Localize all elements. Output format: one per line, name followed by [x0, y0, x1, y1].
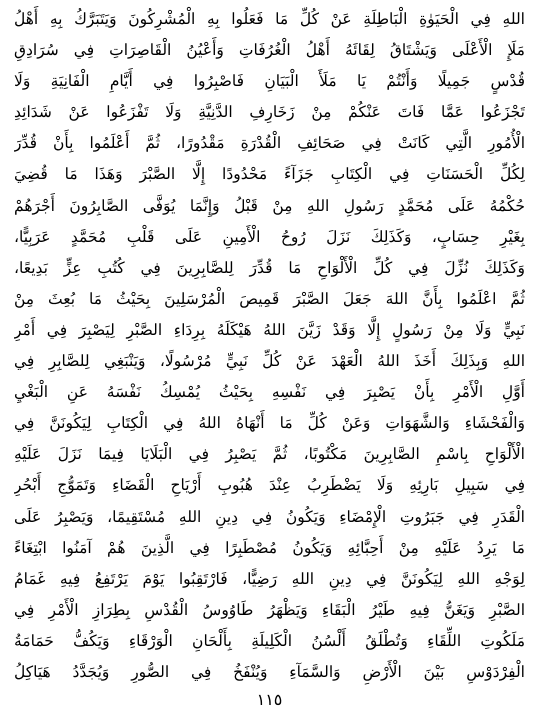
text-line: وَالْفَحْشَاءِ وَالشَّهَوَاتِ وَعَنْ كُلِّ مَا أَنْهَاهُ اللهُ فِي الْكِتَابِ لِيَكُونَنَّ فِي — [14, 414, 525, 433]
text-line: الْفِرْدَوْسِ بَيْنَ الْأَرْضِ وَالسَّمَآءِ وَيُنْفَخُ فِي الصُّورِ وَيُجَدَّدُ هَيَاكِلُ — [14, 662, 525, 681]
text-line: حُكْمُهُ عَلَى مُحَمَّدٍ رَسُولِ اللهِ مِنْ قَبْلُ وَإِنَّمَا يُوَفَّى الصَّابِرُونَ أَجْرَهُمْ — [14, 196, 525, 215]
text-line: أَوَّلِ الْأَمْرِ بِأَنْ يَصْبِرَ فِي نَفْسِهِ بِحَيْثُ يُمْسِكُ نَفْسَهُ عَنِ الْبَغْيِ — [14, 383, 525, 402]
text-line: الْأُمُورِ الَّتِي كَانَتْ فِي صَحَائِفِ الْقُدْرَةِ مَقْدُورًا، ثُمَّ أَعْلَمُوا بِأَنْ قُدِّرَ — [14, 134, 525, 153]
text-line: ثُمَّ اعْلَمُوا بِأَنَّ اللهَ جَعَلَ الصَّبْرَ قَمِيصَ الْمُرْسَلِينَ بِحَيْثُ مَا بُعِثَ مِنْ — [14, 289, 525, 308]
text-line: لِوَجْهِ اللهِ لِيَكُونَنَّ فِي دِينِ اللهِ رَضِيًّا، فَارْتَقِبُوا يَوْمَ يَرْتَفِعُ فِيهِ غَمَامُ — [14, 569, 525, 588]
page-number: ١١٥ — [256, 690, 283, 709]
text-line: الصَّبْرِ وَيَغَنُّ فِيهِ طَيْرُ الْبَقَاءِ وَيَظْهَرُ طَاوُوسُ الْقُدْسِ بِطِرَازِ الْأَمْرِ فِي — [14, 600, 525, 619]
text-line: مَلَكُوتِ اللِّقَاءِ وَتُطْلَقُ أَلْسُنُ الْكَلِيلَةِ بِأَلْحَانِ الْوَرْقَاءِ وَيَكُفُّ حَمَامَةُ — [14, 631, 525, 650]
text-line: الْقَدَرِ فِي جَبَرُوتِ الْإِمْضَاءِ وَيَكُونُ فِي دِينِ اللهِ مُسْتَقِيمًا، وَيَصْبِرُ عَلَى — [14, 507, 525, 526]
text-line: مَا يَرِدُ عَلَيْهِ مِنْ أَحِبَّائِهِ وَيَكُونُ مُصْطَبِرًا فِي الَّذِينَ هُمْ آمَنُوا ابْتِغَاءً — [14, 538, 525, 557]
text-line: اللهِ فِي الْحَيَوٰةِ الْبَاطِلَةِ عَنْ كُلِّ مَا فَعَلُوا بِهِ الْمُشْرِكُونَ وَيَتَبَرَّكُ بِهِ أَهْلُ — [14, 10, 525, 28]
text-line: قُدْسٍ جَمِيلًا وَأَنْتُمْ يَا مَلَأَ الْبَيَانِ فَاصْبِرُوا فِي أَيَّامِ الْفَانِيَةِ وَلَا — [14, 72, 525, 91]
text-line: لِكُلِّ الْحَسَنَاتِ فِي الْكِتَابِ جَزَآءً مَحْدُودًا إِلَّا الصَّبْرَ وَهَذَا مَا قُضِيَ — [14, 165, 525, 184]
text-line: وَكَذَلِكَ نُزِّلَ فِي كُلِّ الْأَلْوَاحِ مَا قُدِّرَ لِلصَّابِرِينَ فِي كُتُبِ عِزٍّ بَدِيعًا، — [14, 258, 525, 277]
text-line: الْأَلْوَاحِ بِاسْمِ الصَّابِرِينَ مَكْتُوبًا، ثُمَّ يَصْبِرُ فِي الْبَلَايَا فِيمَا نَزَلَ عَلَيْهِ — [14, 445, 525, 464]
text-line: نَبِيٍّ وَلَا مِنْ رَسُولٍ إِلَّا وَقَدْ زَيَّنَ اللهُ هَيْكَلَهُ بِرِدَاءِ الصَّبْرِ لِيَصْبِرَ فِي أَمْرِ — [14, 320, 525, 339]
text-block — [14, 4, 525, 688]
text-line: مَلَإِ الْأَعْلَى وَيَشْتَاقُ لِقَائَهُ أَهْلُ الْغُرُفَاتِ وَأَعْيُنُ الْقَاصِرَاتِ فِي سُرَادِقِ — [14, 41, 525, 60]
text-line: فِي سَبِيلِ بَارِئِهِ وَلَا يَضْطَرِبُ عِنْدَ هُبُوبِ أَرْيَاحِ الْقَضَاءِ وَتَمَوُّجِ أَبْحُرِ — [14, 476, 525, 495]
text-line: بِغَيْرِ حِسَابٍ، وَكَذَلِكَ نَزَلَ رُوحُ الْأَمِينِ عَلَى قَلْبِ مُحَمَّدٍ عَرَبِيًّا، — [14, 227, 525, 246]
text-line: تَجْزَعُوا عَمَّا فَاتَ عَنْكُمْ مِنْ زَخَارِفِ الدَّنِيَّةِ وَلَا تَفْزَعُوا عَنْ شَدَائِدِ — [14, 103, 525, 122]
text-line: اللهِ وَبِذَلِكَ أَخَذَ اللهُ الْعَهْدَ عَنْ كُلِّ نَبِيٍّ مُرْسُولًا، وَيَنْبَغِي لِلصَّابِرِ فِي — [14, 352, 525, 371]
